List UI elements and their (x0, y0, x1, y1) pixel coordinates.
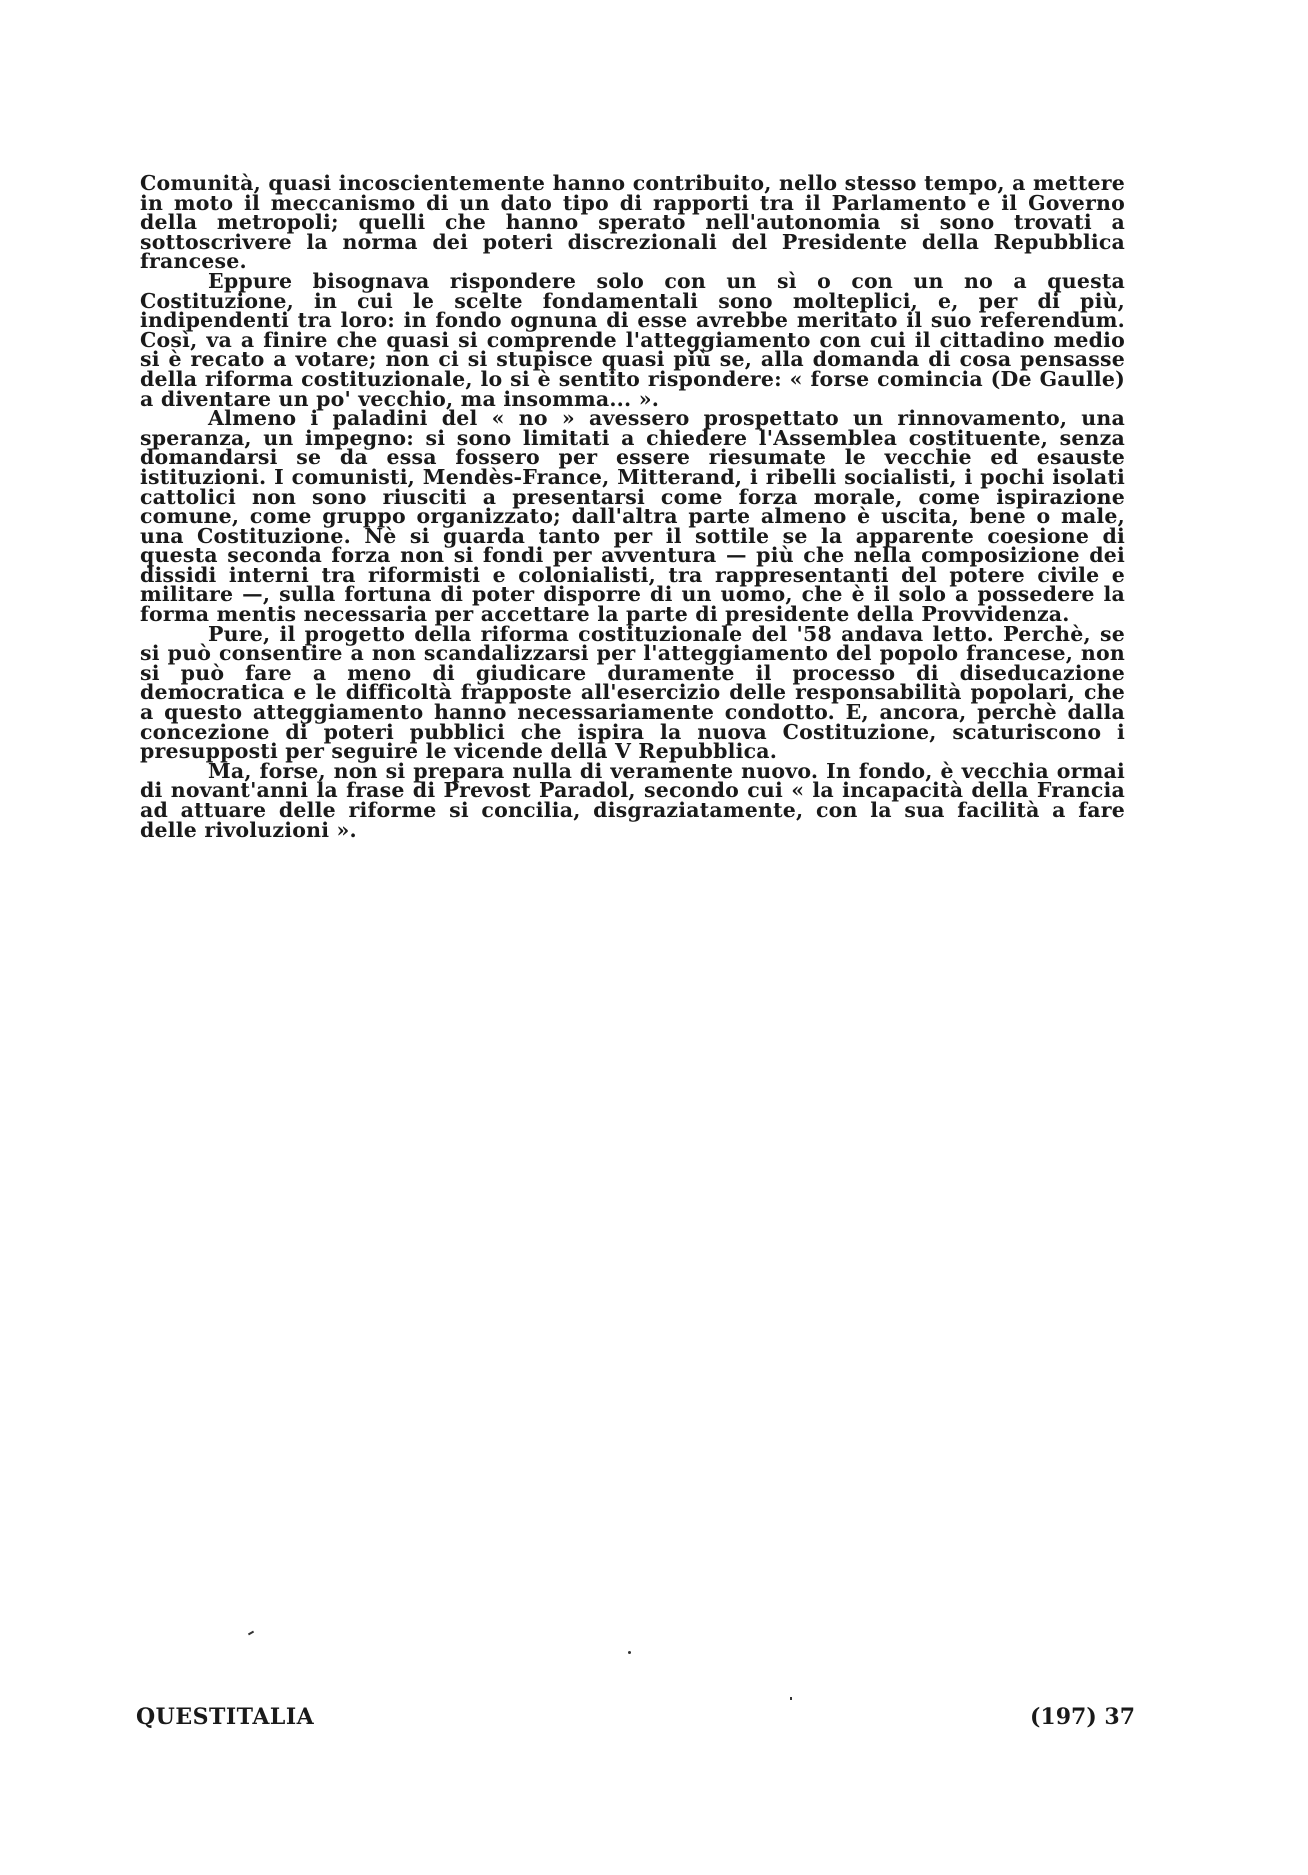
scan-speck (790, 1697, 792, 1700)
paragraph-4: Pure, il progetto della riforma costituzionale del '58 andava letto. Perchè, se si può consentire a non scandalizzarsi per l'atteggiamento del popolo francese, non si può fare a meno di giudicare duramente il processo di diseducazione democratica e le difficoltà frapposte all'esercizio delle responsabilità popolari, che a questo atteggiamento hanno necessariamente condotto. E, ancora, perchè dalla concezione di poteri pubblici che ispira la nuova Costituzione, scaturiscono i presupposti per seguire le vicende della V Repubblica. (140, 621, 1125, 764)
scan-speck (248, 1631, 254, 1636)
page-number: (197) 37 (1030, 1704, 1136, 1730)
paragraph-2: Eppure bisognava rispondere solo con un sì o con un no a questa Costituzione, in cui le scelte fondamentali sono molteplici, e, per di più, indipendenti tra loro: in fondo ognuna di esse avrebbe meritato il suo referendum. Così, va a finire che quasi si comprende l'atteggiamento con cui il cittadino medio si è recato a votare; non ci si stupisce quasi più se, alla domanda di cosa pensasse della riforma costituzionale, lo si è sentito rispondere: « forse comincia (De Gaulle) a diventare un po' vecchio, ma insomma... ». (140, 268, 1125, 411)
paragraph-5: Ma, forse, non si prepara nulla di veramente nuovo. In fondo, è vecchia ormai di novant'anni la frase di Prevost Paradol, secondo cui « la incapacità della Francia ad attuare delle riforme si concilia, disgraziatamente, con la sua facilità a fare delle rivoluzioni ». (140, 758, 1125, 842)
paragraph-3: Almeno i paladini del « no » avessero prospettato un rinnovamento, una speranza, un impegno: si sono limitati a chiedere l'Assemblea costituente, senza domandarsi se da essa fossero per essere riesumate le vecchie ed esauste istituzioni. I comunisti, Mendès-France, Mitterand, i ribelli socialisti, i pochi isolati cattolici non sono riusciti a presentarsi come forza morale, come ispirazione comune, come gruppo organizzato; dall'altra parte almeno è uscita, bene o male, una Costituzione. Nè si guarda tanto per il sottile se la apparente coesione di questa seconda forza non si fondi per avventura — più che nella composizione dei dissidi interni tra riformisti e colonialisti, tra rappresentanti del potere civile e militare —, sulla fortuna di poter disporre di un uomo, che è il solo a possedere la forma mentis necessaria per accettare la parte di presidente della Provvidenza. (140, 406, 1125, 627)
paragraph-1: Comunità, quasi incoscientemente hanno contribuito, nello stesso tempo, a mettere in moto il meccanismo di un dato tipo di rapporti tra il Parlamento e il Governo della metropoli; quelli che hanno sperato nell'autonomia si sono trovati a sottoscrivere la norma dei poteri discrezionali del Presidente della Repubblica francese. (140, 171, 1125, 274)
article-body (140, 171, 1125, 842)
scan-speck (628, 1651, 631, 1654)
journal-name: QUESTITALIA (136, 1704, 315, 1730)
